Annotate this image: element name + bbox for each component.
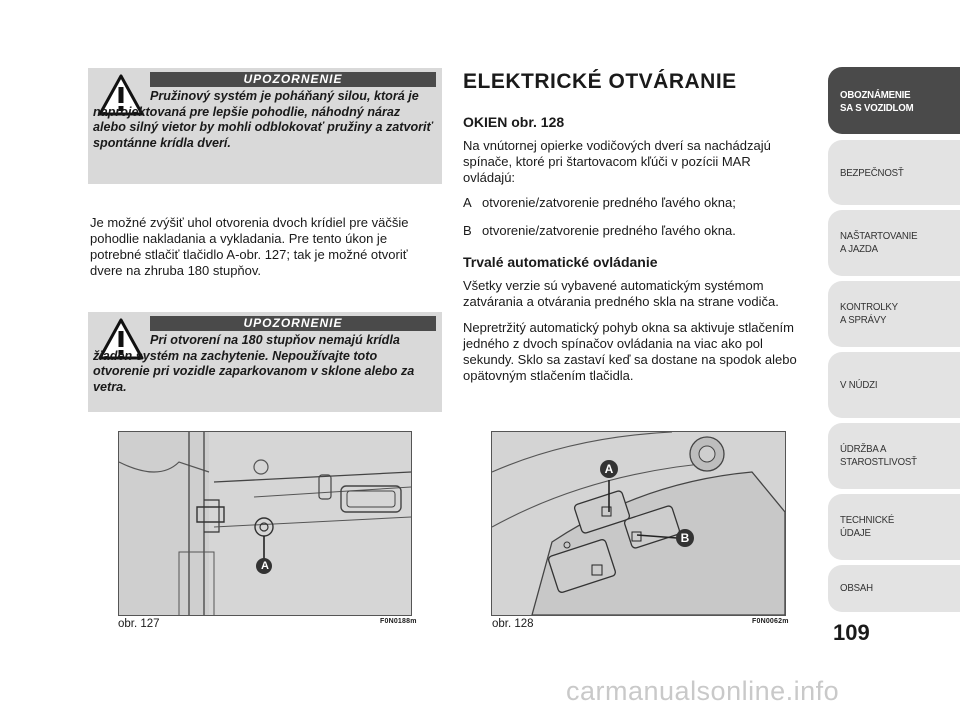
tab-label-line1: OBSAH [840, 582, 873, 594]
tab-udrzba[interactable] [828, 423, 960, 489]
tab-label-line2: STAROSTLIVOSŤ [840, 456, 917, 468]
tab-label-line2: ÚDAJE [840, 527, 871, 539]
section-title: ELEKTRICKÉ OTVÁRANIE [463, 70, 737, 93]
list-item-a-letter: A [463, 195, 472, 210]
figure-127-caption: obr. 127 [118, 618, 160, 630]
tab-label-line2: A SPRÁVY [840, 314, 887, 326]
tab-v-nudzi[interactable] [828, 352, 960, 418]
list-item-a-text: otvorenie/zatvorenie predného ľavého okna; [482, 195, 736, 210]
warning-box-180-degrees [88, 312, 442, 412]
warning-box-spring [88, 68, 442, 184]
list-item-b-text: otvorenie/zatvorenie predného ľavého okna. [482, 223, 736, 238]
tab-nastartovanie[interactable] [828, 210, 960, 276]
paragraph-auto-1: Všetky verzie sú vybavené automatickým systémom zatvárania a otvárania predného skla na strane vodiča. [463, 278, 779, 309]
tab-obsah[interactable] [828, 565, 960, 612]
page-number: 109 [833, 620, 870, 645]
tab-label-line1: V NÚDZI [840, 379, 878, 391]
tab-label-line1: BEZPEČNOSŤ [840, 167, 904, 179]
window-switch-illustration [492, 432, 785, 615]
figure-128-caption: obr. 128 [492, 618, 534, 630]
paragraph-door-opening: Je možné zvýšiť uhol otvorenia dvoch krídiel pre väčšie pohodlie nakladania a vykladania. Pre tento úkon je potrebné stlačiť tlačidlo A-obr. 127; tak je možné otvoriť dvere na zhruba 180 stupňov. [90, 215, 409, 278]
paragraph-auto-2: Nepretržitý automatický pohyb okna sa aktivuje stlačením jedného z dvoch spínačov ovládania na viac ako pol sekundy. Sklo sa zastaví keď sa dostane na spodok alebo opätovným stlačením tlačidla. [463, 320, 797, 383]
warning-text: Pri otvorení na 180 stupňov nemajú krídla žiaden systém na zachytenie. Nepoužívajte toto otvorenie pri vozidle zaparkovanom v sklone alebo za vetra. [93, 333, 415, 394]
figure-127-code: F0N0188m [380, 618, 417, 625]
figure-128-window-switches [491, 431, 786, 616]
list-item-b-letter: B [463, 223, 472, 238]
subsection-title-auto: Trvalé automatické ovládanie [463, 254, 658, 270]
tab-kontrolky[interactable] [828, 281, 960, 347]
tab-label-line1: KONTROLKY [840, 301, 898, 313]
tab-label-line1: TECHNICKÉ [840, 514, 895, 526]
tab-label-line2: A JAZDA [840, 243, 878, 255]
door-latch-illustration [119, 432, 411, 615]
figure-128-label-b: B [680, 531, 690, 545]
tab-oboznamenie[interactable] [828, 67, 960, 134]
warning-heading: UPOZORNENIE [150, 316, 436, 331]
tab-label-line1: NAŠTARTOVANIE [840, 230, 918, 242]
tab-label-line1: ÚDRŽBA A [840, 443, 887, 455]
warning-heading: UPOZORNENIE [150, 72, 436, 87]
tab-label-line2: SA S VOZIDLOM [840, 102, 914, 114]
figure-127-door-latch [118, 431, 412, 616]
figure-128-code: F0N0062m [752, 618, 789, 625]
warning-text: Pružinový systém je poháňaný silou, ktorá je naprojektovaná pre lepšie pohodlie, náhodný náraz alebo silný vietor by mohli odblokovať pružiny a zatvoriť spontánne krídla dverí. [93, 89, 433, 150]
watermark: carmanualsonline.info [566, 676, 840, 706]
figure-128-label-a: A [604, 462, 614, 476]
tab-bezpecnost[interactable] [828, 140, 960, 205]
tab-label-line1: OBOZNÁMENIE [840, 89, 911, 101]
paragraph-okien: Na vnútornej opierke vodičových dverí sa nachádzajú spínače, ktoré pri štartovacom kľúči v pozícii MAR ovládajú: [463, 138, 771, 185]
figure-127-label-a: A [261, 560, 269, 572]
subsection-title-okien: OKIEN obr. 128 [463, 114, 565, 130]
tab-technicke-udaje[interactable] [828, 494, 960, 560]
